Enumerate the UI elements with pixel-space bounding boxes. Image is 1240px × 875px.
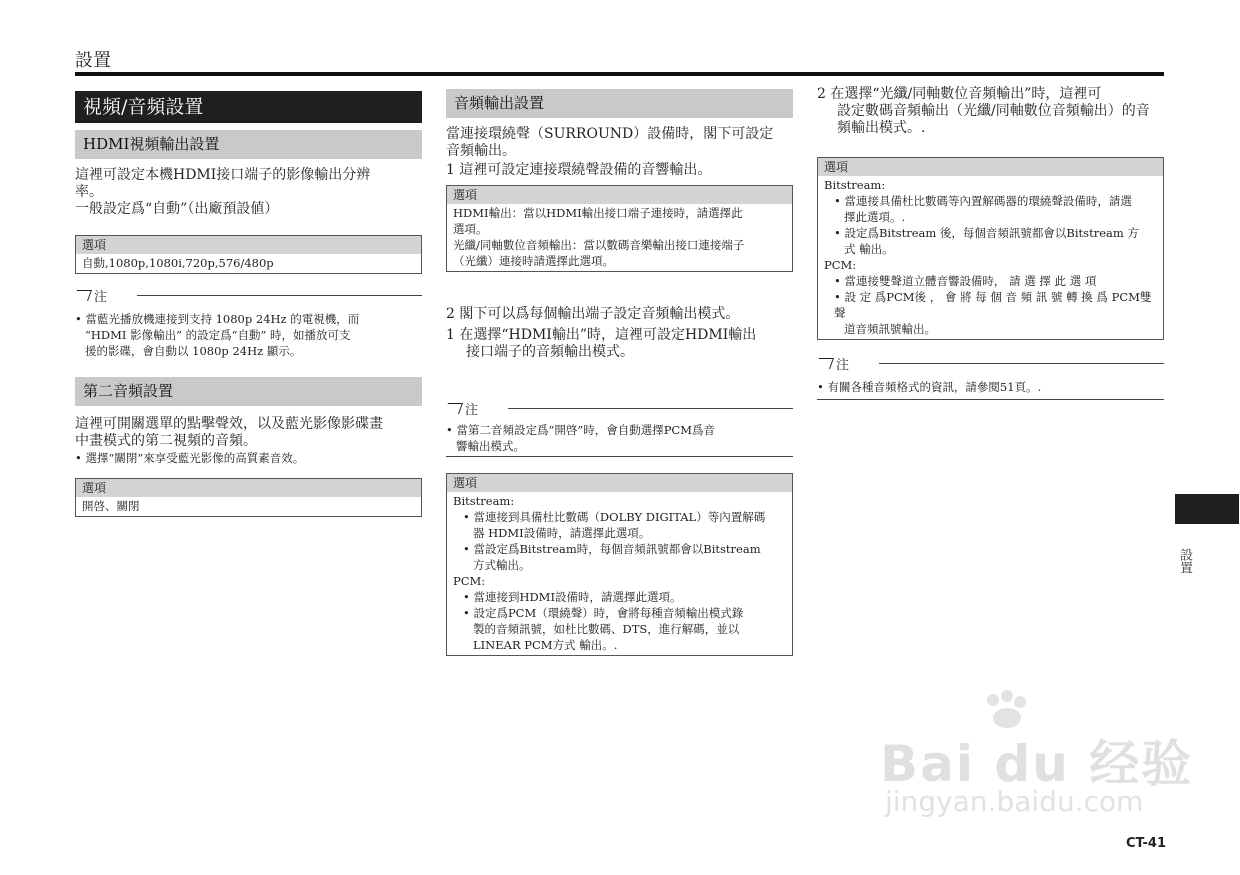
second-audio-note: • 當第二音頻設定爲“開啓”時，會自動選擇PCM爲音 響輸出模式。	[446, 423, 716, 453]
second-audio-options-box	[75, 478, 422, 517]
hdmi-options-box	[75, 235, 422, 274]
header-rule	[75, 72, 1164, 76]
hdmi-description: 這裡可設定本機HDMI接口端子的影像輸出分辨 率。 一般設定爲“自動”（出廠預設値）	[75, 167, 371, 217]
options-body: HDMI輸出：當以HDMI輸出接口端子連接時，請選擇此 選項。 光纖/同軸數位音頻輸出：當以數碼音樂輸出接口連接端子 （光纖）連接時請選擇此選項。	[453, 206, 745, 268]
hdmi-note: • 當藍光播放機連接到支持 1080p 24Hz 的電視機，而 “HDMI 影像輸出” 的設定爲“自動” 時，如播放可支 援的影碟，會自動以 1080p 24Hz 顯示。	[75, 312, 360, 358]
step-1: 1 這裡可設定連接環繞聲設備的音響輸出。	[446, 162, 712, 178]
options-header: 選項	[76, 479, 421, 497]
second-audio-description: 這裡可開關選單的點擊聲效，以及藍光影像影碟畫 中畫模式的第二視頻的音頻。	[75, 416, 383, 449]
options-body: Bitstream: • 當連接到具備杜比數碼（DOLBY DIGITAL）等內置解碼 器 HDMI設備時，請選擇此選項。 • 當設定爲Bitstream時，每個音頻訊號都會以Bitstream 方式輸出。 PCM: • 當連接到HDMI設備時，請選擇此選項。 • 設定爲PCM（環繞聲）時，會將每種音頻輸出模式錄 製的音頻訊號，如杜比數碼、DTS，進行解碼，並以 LINEAR PCM方式 輸出。.	[453, 494, 766, 652]
note-icon	[73, 290, 92, 301]
note-icon	[444, 403, 463, 414]
audio-output-heading: 音頻輸出設置	[446, 89, 793, 118]
options-header: 選項	[447, 186, 792, 204]
note-header: 注	[75, 286, 422, 305]
step-2-1: 1 在選擇“HDMI輸出”時，這裡可設定HDMI輸出 接口端子的音頻輸出模式。	[446, 327, 757, 360]
section-side-label: 設置	[1177, 548, 1192, 574]
options-body: Bitstream: • 當連接具備杜比數碼等內置解碼器的環繞聲設備時，請選 擇此選項。. • 設定爲Bitstream 後，每個音頻訊號都會以Bitstream 方 式 輸出。 PCM: • 當連接雙聲道立體音響設備時， 請 選 擇 此 選 項 • 設 定 爲PCM後 ， 會 將 每 個 音 頻 訊 號 轉 換 爲 PCM雙聲 道音頻訊號輸出。	[824, 178, 1152, 336]
video-audio-heading: 視頻/音頻設置	[75, 91, 422, 123]
note-icon	[815, 358, 834, 369]
step-2: 2 閣下可以爲每個輸出端子設定音頻輸出模式。	[446, 306, 740, 322]
options-header: 選項	[447, 474, 792, 492]
options-body: 開啓、關閉	[82, 499, 140, 513]
section-tab	[1175, 494, 1239, 524]
column-middle	[446, 89, 793, 656]
page-section-title: 設置	[75, 50, 111, 71]
hdmi-output-mode-options-box	[446, 473, 793, 656]
options-body: 自動,1080p,1080i,720p,576/480p	[82, 256, 274, 270]
audio-output-options-box	[446, 185, 793, 272]
optical-output-options-box	[817, 157, 1164, 340]
note-header: 注	[446, 399, 793, 418]
step-2-2: 2 在選擇“光纖/同軸數位音頻輸出”時，這裡可 設定數碼音頻輸出（光纖/同軸數位音頻輸出）的音 頻輸出模式。.	[817, 86, 1150, 136]
audio-output-description: 當連接環繞聲（SURROUND）設備時，閣下可設定 音頻輸出。	[446, 126, 774, 159]
hdmi-video-heading: HDMI視頻輸出設置	[75, 130, 422, 159]
column-left	[75, 91, 422, 517]
watermark-logo: Bai du 经验	[880, 735, 1194, 793]
page-number: CT-41	[1126, 836, 1166, 851]
column-right	[817, 86, 1164, 400]
audio-format-note: • 有關各種音頻格式的資訊，請參閱51頁。.	[817, 380, 1042, 394]
watermark-url: jingyan.baidu.com	[885, 785, 1144, 818]
note-header: 注	[817, 354, 1164, 373]
second-audio-heading: 第二音頻設置	[75, 377, 422, 406]
second-audio-bullet: • 選擇“關閉”來享受藍光影像的高質素音效。	[75, 451, 305, 465]
options-header: 選項	[76, 236, 421, 254]
options-header: 選項	[818, 158, 1163, 176]
